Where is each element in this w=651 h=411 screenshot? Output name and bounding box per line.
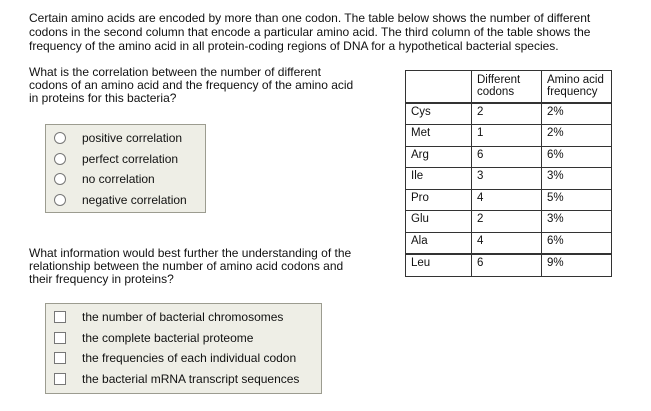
table-row bbox=[406, 189, 612, 211]
cell-amino-acid: Leu bbox=[406, 254, 472, 276]
cell-codons: 6 bbox=[472, 146, 542, 168]
cell-frequency: 3% bbox=[542, 168, 612, 190]
cell-amino-acid: Ala bbox=[406, 232, 472, 254]
table-header-row bbox=[406, 71, 612, 103]
cell-amino-acid: Cys bbox=[406, 103, 472, 125]
option-positive-correlation[interactable] bbox=[46, 128, 205, 149]
checkbox[interactable] bbox=[54, 352, 66, 364]
cell-codons: 4 bbox=[472, 189, 542, 211]
cell-amino-acid: Ile bbox=[406, 168, 472, 190]
checkbox[interactable] bbox=[54, 373, 66, 385]
radio-button[interactable] bbox=[54, 194, 66, 206]
cell-frequency: 2% bbox=[542, 125, 612, 147]
table-row bbox=[406, 211, 612, 233]
option-label: the number of bacterial chromosomes bbox=[82, 310, 284, 325]
cell-frequency: 9% bbox=[542, 254, 612, 276]
table-row bbox=[406, 103, 612, 125]
cell-amino-acid: Glu bbox=[406, 211, 472, 233]
option-mrna-sequences[interactable] bbox=[46, 369, 321, 390]
option-bacterial-chromosomes[interactable] bbox=[46, 307, 321, 328]
cell-amino-acid: Pro bbox=[406, 189, 472, 211]
radio-button[interactable] bbox=[54, 153, 66, 165]
cell-codons: 2 bbox=[472, 211, 542, 233]
cell-frequency: 6% bbox=[542, 232, 612, 254]
option-label: perfect correlation bbox=[82, 151, 179, 166]
cell-amino-acid: Arg bbox=[406, 146, 472, 168]
cell-frequency: 3% bbox=[542, 211, 612, 233]
cell-frequency: 6% bbox=[542, 146, 612, 168]
header-amino-acid bbox=[406, 71, 472, 103]
header-different-codons: Different codons bbox=[472, 71, 542, 103]
option-codon-frequencies[interactable] bbox=[46, 348, 321, 369]
option-negative-correlation[interactable] bbox=[46, 190, 205, 211]
cell-codons: 2 bbox=[472, 103, 542, 125]
option-label: positive correlation bbox=[82, 131, 183, 146]
option-bacterial-proteome[interactable] bbox=[46, 328, 321, 349]
question-2-text: What information would best further the understanding of the relationship between the number of amino acid codons and their frequency in proteins? bbox=[29, 246, 352, 286]
table-row bbox=[406, 232, 612, 254]
option-no-correlation[interactable] bbox=[46, 169, 205, 190]
cell-codons: 4 bbox=[472, 232, 542, 254]
table-row bbox=[406, 254, 612, 276]
option-perfect-correlation[interactable] bbox=[46, 149, 205, 170]
table-row bbox=[406, 168, 612, 190]
question-2-options bbox=[45, 303, 322, 394]
option-label: the frequencies of each individual codon bbox=[82, 351, 297, 366]
checkbox[interactable] bbox=[54, 332, 66, 344]
option-label: negative correlation bbox=[82, 192, 187, 207]
option-label: no correlation bbox=[82, 172, 155, 187]
question-1-options bbox=[45, 124, 206, 213]
table-row bbox=[406, 146, 612, 168]
cell-codons: 6 bbox=[472, 254, 542, 276]
cell-frequency: 2% bbox=[542, 103, 612, 125]
option-label: the complete bacterial proteome bbox=[82, 330, 254, 345]
intro-text: Certain amino acids are encoded by more than one codon. The table below shows the number of different codons in the second column that encode a particular amino acid. The third column of the table shows the frequency of the amino acid in all protein-coding regions of DNA for a hypothetical bacterial species. bbox=[29, 11, 591, 53]
radio-button[interactable] bbox=[54, 132, 66, 144]
checkbox[interactable] bbox=[54, 311, 66, 323]
cell-frequency: 5% bbox=[542, 189, 612, 211]
radio-button[interactable] bbox=[54, 173, 66, 185]
header-amino-acid-frequency: Amino acid frequency bbox=[542, 71, 612, 103]
question-1-text: What is the correlation between the number of different codons of an amino acid and the frequency of the amino acid in proteins for this bacteria? bbox=[29, 65, 354, 105]
amino-acid-table bbox=[405, 70, 612, 277]
option-label: the bacterial mRNA transcript sequences bbox=[82, 371, 300, 386]
cell-codons: 3 bbox=[472, 168, 542, 190]
table-row bbox=[406, 125, 612, 147]
cell-amino-acid: Met bbox=[406, 125, 472, 147]
cell-codons: 1 bbox=[472, 125, 542, 147]
